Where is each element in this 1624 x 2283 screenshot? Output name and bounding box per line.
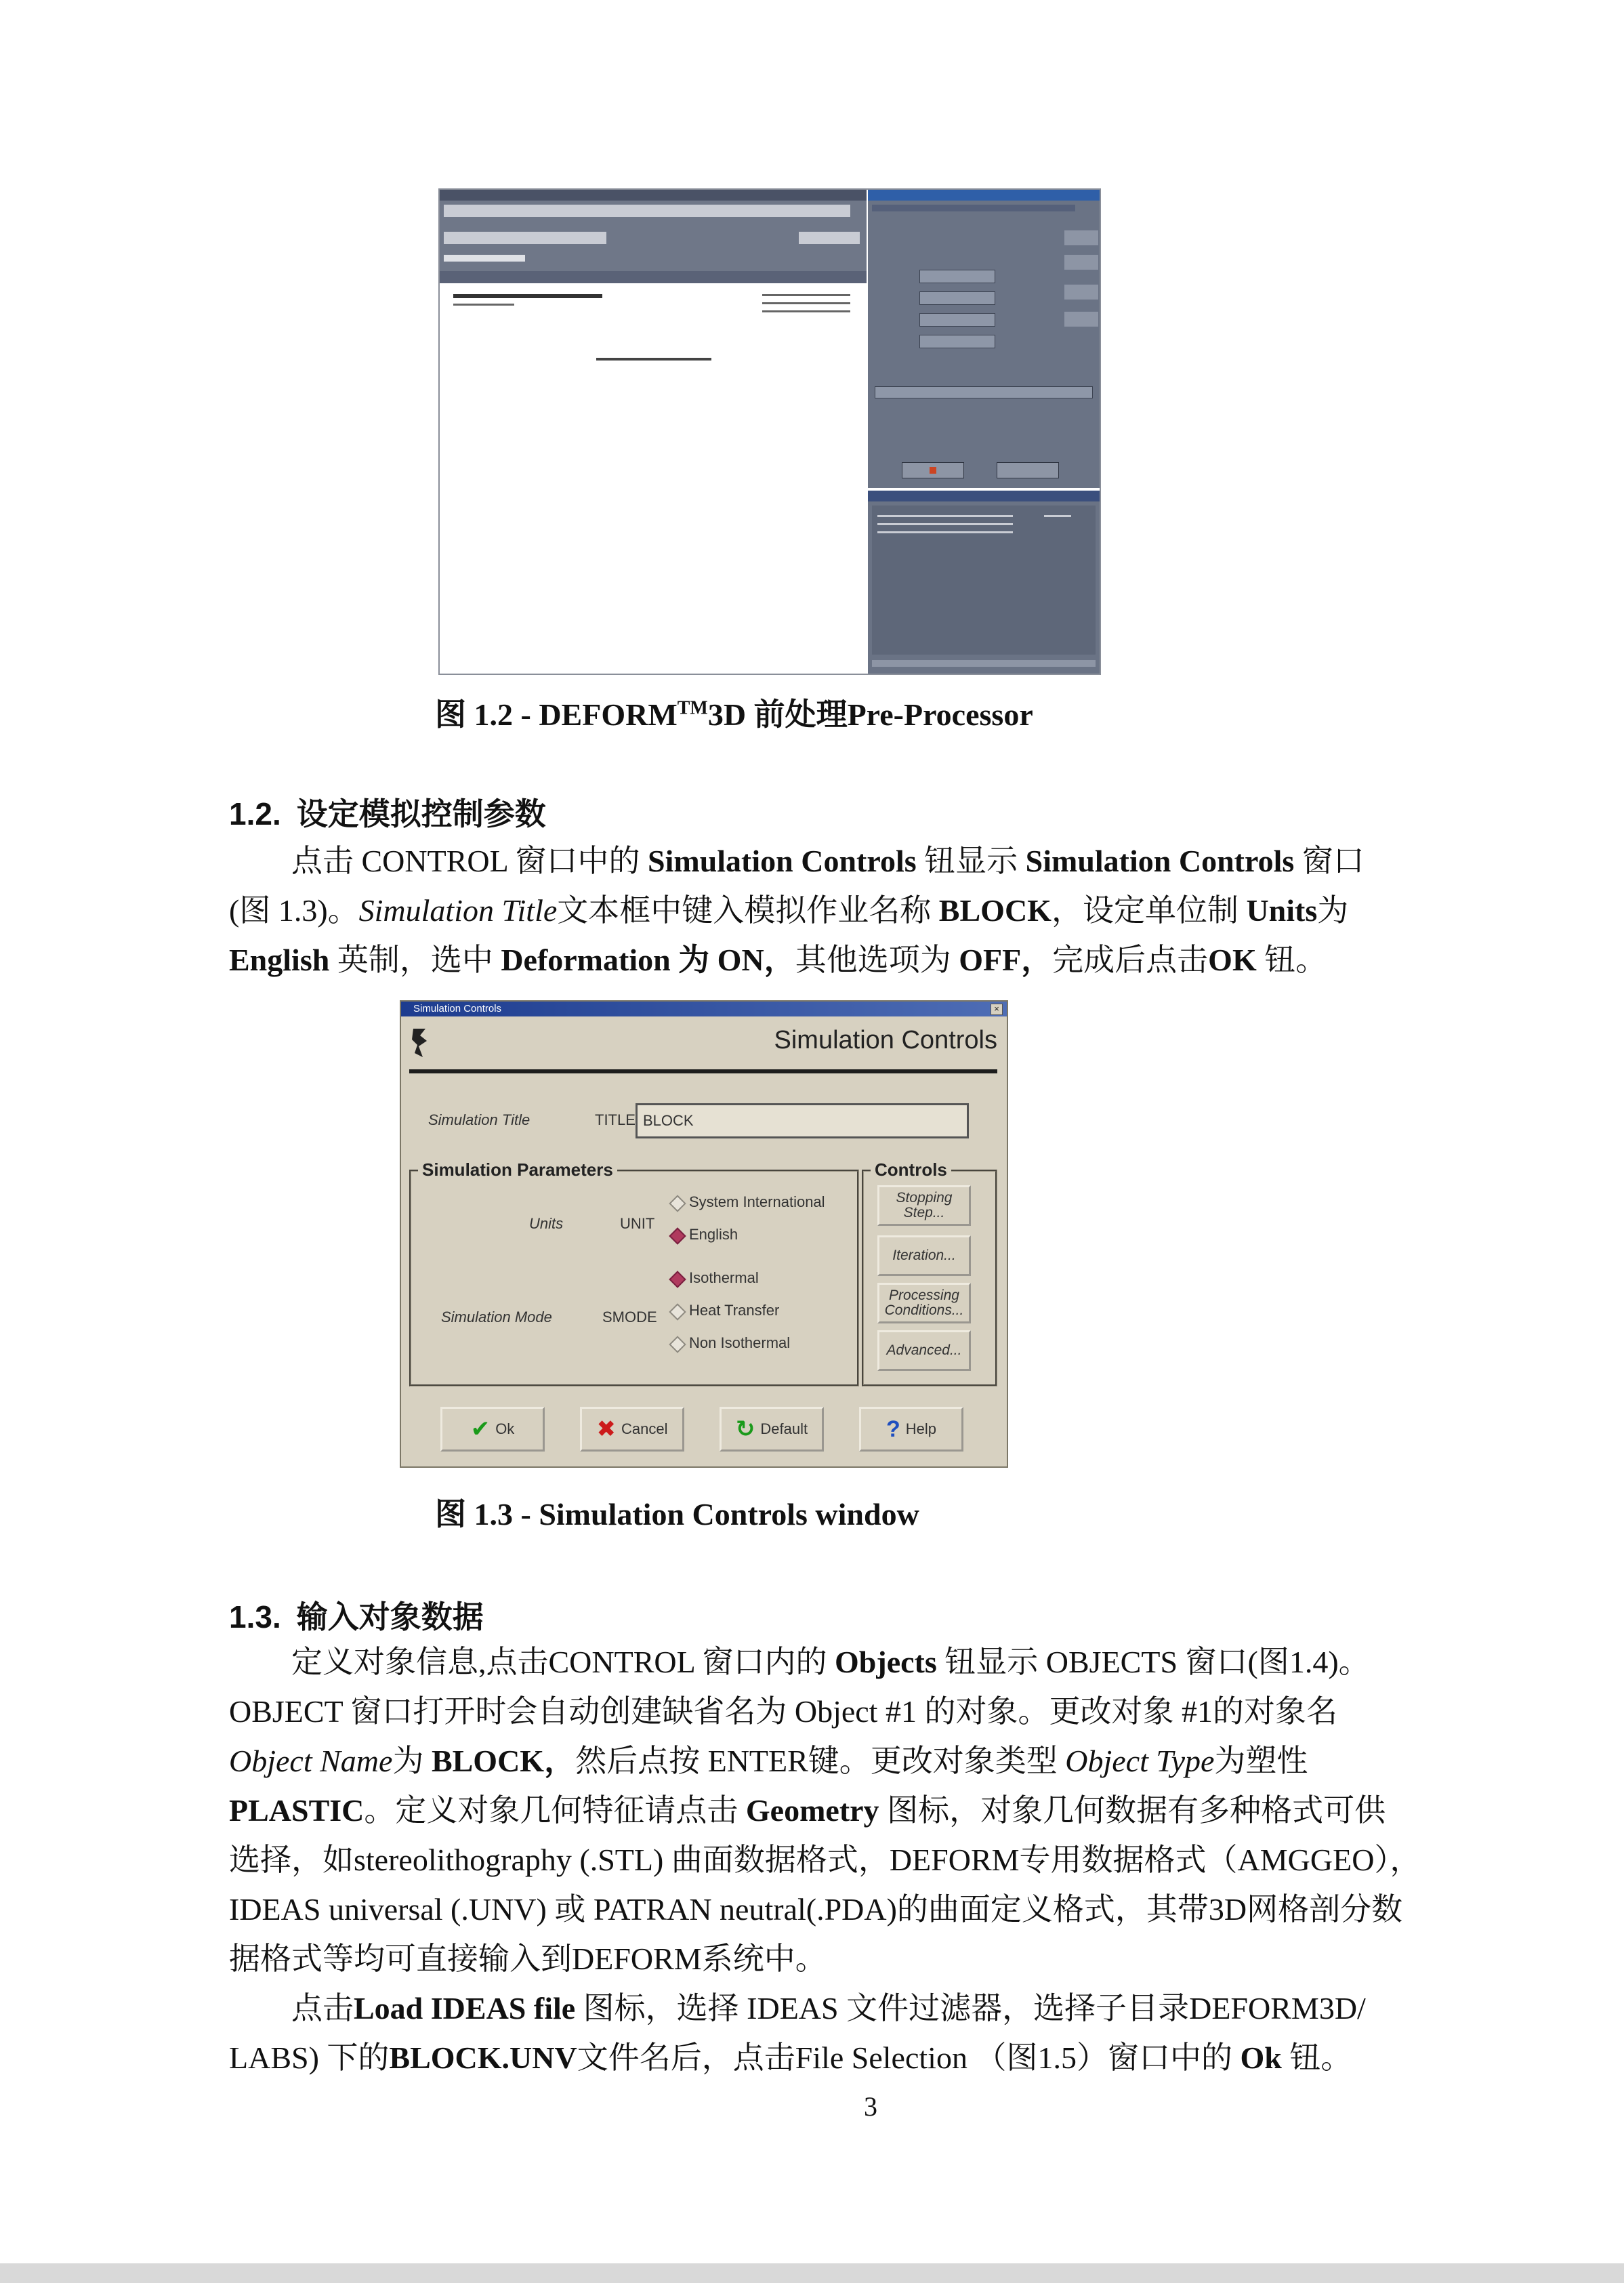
- trademark-superscript: TM: [677, 697, 708, 719]
- text-run: 钮显示 OBJECTS 窗口(图1.4)。: [936, 1645, 1370, 1679]
- dialog-header-title: Simulation Controls: [774, 1026, 997, 1054]
- checkmark-icon: ✔: [470, 1416, 491, 1442]
- units-label: Units: [529, 1215, 564, 1232]
- text-run: 完成后点击: [1052, 943, 1209, 977]
- text-run: 钮。: [1281, 2040, 1352, 2075]
- sim-title-label: Simulation Title: [428, 1111, 530, 1128]
- refresh-icon: ↻: [735, 1416, 755, 1442]
- cross-icon: ✖: [596, 1416, 616, 1442]
- ok-label: Ok: [495, 1420, 515, 1437]
- simulation-title-input[interactable]: BLOCK: [636, 1103, 969, 1138]
- simulation-controls-dialog: [400, 1000, 1008, 1468]
- cancel-label: Cancel: [621, 1420, 668, 1437]
- section-title: 设定模拟控制参数: [296, 797, 546, 831]
- option-heat-transfer: Heat Transfer: [689, 1302, 780, 1319]
- section-number: 1.2.: [229, 796, 281, 831]
- text-run: 窗口: [1294, 844, 1365, 878]
- simulation-parameters-group: [409, 1159, 859, 1386]
- text-run: 。定义对象几何特征请点击: [364, 1793, 746, 1828]
- paragraph-line: [229, 2033, 1421, 2082]
- paragraph-line: [229, 1835, 1421, 1885]
- help-label: Help: [905, 1420, 937, 1437]
- text-run: BLOCK.UNV: [389, 2040, 577, 2075]
- text-run: 钮显示: [916, 844, 1026, 878]
- paragraph-line: [229, 1637, 1421, 1687]
- units-key: UNIT: [620, 1215, 655, 1232]
- option-isothermal: Isothermal: [689, 1269, 759, 1286]
- text-run: OK: [1208, 943, 1257, 977]
- dialog-window-title: Simulation Controls: [413, 1003, 502, 1014]
- text-run: 定义对象信息,点击CONTROL 窗口内的: [229, 1645, 835, 1679]
- section-number: 1.3.: [229, 1599, 281, 1634]
- text-run: Geometry: [745, 1793, 879, 1828]
- paragraph-line: [229, 1736, 1421, 1786]
- simulation-mode-label: Simulation Mode: [441, 1309, 552, 1325]
- text-run: Deformation 为 ON，: [501, 943, 795, 977]
- default-button[interactable]: [720, 1407, 824, 1452]
- preprocessor-screenshot: [438, 188, 1101, 675]
- viewer-bottom-bar: [0, 2263, 1624, 2283]
- control-panel: [868, 190, 1101, 488]
- text-run: 为: [1317, 893, 1349, 928]
- default-label: Default: [760, 1420, 808, 1437]
- option-english: English: [689, 1226, 738, 1243]
- text-run: 英制，选中: [329, 943, 501, 977]
- paragraph-line: [229, 1934, 1421, 1983]
- advanced-button[interactable]: Advanced...: [877, 1330, 971, 1371]
- iteration-button[interactable]: Iteration...: [877, 1235, 971, 1276]
- option-non-isothermal: Non Isothermal: [689, 1334, 791, 1351]
- message-panel: [868, 491, 1101, 675]
- page-number: 3: [864, 2091, 877, 2122]
- text-run: PLASTIC: [229, 1793, 365, 1828]
- stopping-step-button[interactable]: Stopping Step...: [877, 1185, 971, 1226]
- paragraph-line: [229, 935, 1365, 985]
- group-title: Controls: [871, 1159, 951, 1180]
- text-run: Object Name: [229, 1744, 393, 1778]
- preprocessor-toolbar: [440, 190, 867, 271]
- radio-system-international[interactable]: [669, 1195, 686, 1212]
- text-run: LABS) 下的: [229, 2040, 390, 2075]
- text-run: 为: [392, 1744, 432, 1778]
- sim-title-key: TITLE: [595, 1111, 636, 1128]
- help-button[interactable]: [859, 1407, 963, 1452]
- text-run: 其他选项为: [795, 943, 959, 977]
- text-run: ，设定单位制: [1051, 893, 1247, 928]
- simulation-mode-key: SMODE: [602, 1309, 657, 1325]
- group-title: Simulation Parameters: [418, 1159, 617, 1180]
- text-run: (图 1.3)。: [229, 893, 359, 928]
- controls-group: [862, 1159, 997, 1386]
- caption-text: 图 1.2 - DEFORM: [435, 697, 678, 732]
- text-run: 点击: [229, 1991, 354, 2025]
- caption-text-suffix: 3D 前处理Pre-Processor: [707, 697, 1033, 732]
- text-run: 文件名后，点击File Selection （图1.5）窗口中的: [577, 2040, 1241, 2075]
- radio-isothermal[interactable]: [669, 1271, 686, 1288]
- text-run: 为塑性: [1214, 1744, 1308, 1778]
- section-1-3-body: [229, 1637, 1421, 2082]
- ok-button[interactable]: [440, 1407, 545, 1452]
- figure-caption-1-3: 图 1.3 - Simulation Controls window: [435, 1497, 919, 1531]
- display-subwindow-title: [440, 271, 867, 283]
- text-run: Simulation Controls: [1025, 844, 1295, 878]
- paragraph-line: [229, 1983, 1421, 2033]
- figure-caption-1-2: [435, 690, 1033, 735]
- radio-non-isothermal[interactable]: [669, 1336, 686, 1353]
- text-run: Simulation Controls: [648, 844, 917, 878]
- text-run: 据格式等均可直接输入到DEFORM系统中。: [229, 1941, 827, 1976]
- cancel-button[interactable]: [580, 1407, 684, 1452]
- close-icon[interactable]: ×: [991, 1004, 1003, 1015]
- text-run: 然后点按 ENTER键。更改对象类型: [575, 1744, 1066, 1778]
- option-system-international: System International: [689, 1193, 825, 1210]
- section-1-2-body: [229, 836, 1365, 985]
- text-run: IDEAS universal (.UNV) 或 PATRAN neutral(.PDA)的曲面定义格式，其带3D网格剖分数: [229, 1892, 1403, 1927]
- paragraph-line: [229, 1786, 1421, 1835]
- question-mark-icon: ?: [886, 1416, 900, 1442]
- header-divider: [409, 1069, 997, 1073]
- paragraph-line: [229, 1885, 1421, 1934]
- paragraph-line: [229, 1687, 1421, 1736]
- text-run: 选择，如stereolithography (.STL) 曲面数据格式，DEFORM专用数据格式（AMGGEO），: [229, 1843, 1421, 1877]
- text-run: Units: [1246, 893, 1318, 928]
- text-run: Load IDEAS file: [354, 1991, 576, 2025]
- text-run: Ok: [1240, 2040, 1282, 2075]
- text-run: 文本框中键入模拟作业名称: [557, 893, 939, 928]
- text-run: Object Type: [1065, 1744, 1215, 1778]
- processing-conditions-button[interactable]: Processing Conditions...: [877, 1283, 971, 1323]
- paragraph-line: [229, 836, 1365, 886]
- text-run: Simulation Title: [358, 893, 558, 928]
- text-run: OBJECT 窗口打开时会自动创建缺省名为 Object #1 的对象。更改对象 #1的对象名: [229, 1694, 1337, 1729]
- paragraph-line: [229, 886, 1365, 935]
- text-run: English: [229, 943, 330, 977]
- dialog-title-bar: [401, 1002, 1007, 1016]
- deform-logo-icon: [411, 1026, 434, 1060]
- display-area: [444, 285, 862, 670]
- text-run: 图标，选择 IDEAS 文件过滤器，选择子目录DEFORM3D/: [575, 1991, 1366, 2025]
- text-run: 图标，对象几何数据有多种格式可供: [879, 1793, 1386, 1828]
- text-run: BLOCK: [938, 893, 1052, 928]
- radio-heat-transfer[interactable]: [669, 1303, 686, 1320]
- section-heading-1-2: [229, 789, 546, 834]
- text-run: 钮。: [1256, 943, 1327, 977]
- text-run: OFF，: [959, 943, 1053, 977]
- radio-english[interactable]: [669, 1227, 686, 1244]
- text-run: 点击 CONTROL 窗口中的: [229, 844, 648, 878]
- section-title: 输入对象数据: [296, 1600, 484, 1634]
- section-heading-1-3: [229, 1592, 484, 1637]
- text-run: BLOCK，: [431, 1744, 576, 1778]
- text-run: Objects: [835, 1645, 937, 1679]
